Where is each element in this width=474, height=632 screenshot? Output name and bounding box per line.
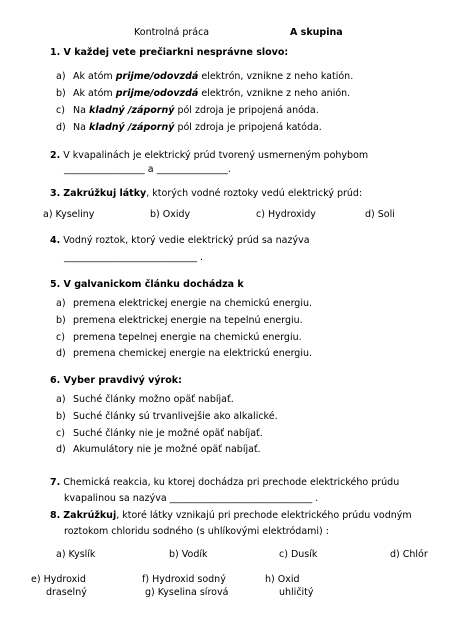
question-8-bold: Zakrúžkuj [63, 510, 117, 521]
question-5-item-a[interactable] [56, 297, 312, 310]
question-6-item-a[interactable] [56, 393, 234, 406]
item-choice[interactable]: kladný /záporný [89, 105, 175, 116]
item-letter: d) [56, 444, 66, 455]
question-8-option-b[interactable]: b) Vodík [169, 549, 208, 560]
question-3-bold: Zakrúžkuj látky [63, 188, 147, 199]
question-8-option-c[interactable]: c) Dusík [279, 549, 318, 560]
question-7-line-2[interactable]: kvapalinou sa nazýva ______________________________ . [64, 493, 319, 504]
question-6-item-c[interactable] [56, 427, 263, 440]
question-5-item-d[interactable] [56, 347, 312, 360]
question-number: 7. [50, 477, 61, 488]
item-choice[interactable]: prijme/odovzdá [115, 88, 199, 99]
item-text: Akumulátory nie je možné opäť nabíjať. [73, 444, 261, 455]
question-number: 4. [50, 235, 61, 246]
question-2-line-1 [50, 149, 368, 162]
option-line-2: g) Kyselina sírová [145, 587, 229, 598]
item-text: premena chemickej energie na elektrickú energiu. [73, 348, 313, 359]
question-number: 5. [50, 279, 61, 290]
item-text: Suché články možno opäť nabíjať. [73, 394, 234, 405]
question-2-text: V kvapalinách je elektrický prúd tvorený usmerneným pohybom [63, 150, 369, 161]
item-letter: c) [56, 105, 65, 116]
question-6-title: Vyber pravdivý výrok: [63, 375, 182, 386]
question-1-item-a [56, 70, 353, 83]
item-pre: Ak atóm [73, 71, 113, 82]
page-title: Kontrolná práca [134, 27, 210, 38]
item-letter: c) [56, 428, 65, 439]
question-5-title: V galvanickom článku dochádza k [63, 279, 244, 290]
item-pre: Na [73, 105, 86, 116]
question-3-option-c[interactable]: c) Hydroxidy [256, 209, 316, 220]
item-choice[interactable]: kladný /záporný [89, 122, 175, 133]
question-8-rest: , ktoré látky vznikajú pri prechode elektrického prúdu vodným [116, 510, 412, 521]
question-3-option-d[interactable]: d) Soli [365, 209, 395, 220]
question-4-text: Vodný roztok, ktorý vedie elektrický prúd sa nazýva [63, 235, 310, 246]
item-letter: a) [56, 71, 66, 82]
item-letter: a) [56, 298, 66, 309]
question-1-item-c [56, 104, 319, 117]
option-line-2: uhličitý [279, 587, 314, 598]
question-1-item-d [56, 121, 322, 134]
item-post: pól zdroja je pripojená katóda. [177, 122, 322, 133]
question-7-line-1 [50, 476, 399, 489]
item-post: elektrón, vznikne z neho katión. [201, 71, 354, 82]
question-1-title: V každej vete prečiarkni nesprávne slovo: [63, 47, 289, 58]
option-line-1: h) Oxid [265, 574, 300, 585]
question-5-heading [50, 278, 244, 291]
question-4-line-1 [50, 234, 310, 247]
item-letter: d) [56, 122, 66, 133]
question-5-item-b[interactable] [56, 314, 303, 327]
question-8-option-e[interactable] [31, 573, 87, 599]
item-post: pól zdroja je pripojená anóda. [177, 105, 319, 116]
item-letter: b) [56, 411, 66, 422]
question-8-line-1 [50, 509, 412, 522]
item-letter: b) [56, 315, 66, 326]
question-number: 6. [50, 375, 61, 386]
item-post: elektrón, vznikne z neho anión. [201, 88, 351, 99]
question-3-option-b[interactable]: b) Oxidy [150, 209, 191, 220]
group-label: A skupina [290, 27, 343, 38]
question-6-item-b[interactable] [56, 410, 278, 423]
question-6-heading [50, 374, 182, 387]
item-letter: d) [56, 348, 66, 359]
question-number: 8. [50, 510, 61, 521]
question-8-line-2: roztokom chloridu sodného (s uhlíkovými elektródami) : [64, 526, 329, 537]
question-2-answer-blank[interactable]: _________________ a _______________. [64, 164, 231, 175]
question-number: 3. [50, 188, 61, 199]
question-number: 2. [50, 150, 61, 161]
item-pre: Na [73, 122, 86, 133]
option-line-2: draselný [46, 587, 87, 598]
question-8-option-d[interactable]: d) Chlór [390, 549, 428, 560]
item-text: Suché články sú trvanlivejšie ako alkalické. [73, 411, 278, 422]
item-letter: b) [56, 88, 66, 99]
item-letter: a) [56, 394, 66, 405]
option-line-1: f) Hydroxid sodný [142, 574, 226, 585]
question-3-heading [50, 187, 362, 200]
item-choice[interactable]: prijme/odovzdá [115, 71, 199, 82]
question-1-item-b [56, 87, 350, 100]
question-7-text: Chemická reakcia, ku ktorej dochádza pri prechode elektrického prúdu [63, 477, 400, 488]
item-text: premena elektrickej energie na chemickú energiu. [73, 298, 313, 309]
question-number: 1. [50, 47, 61, 58]
question-8-option-h[interactable] [265, 573, 314, 599]
option-line-1: e) Hydroxid [31, 574, 86, 585]
question-5-item-c[interactable] [56, 331, 302, 344]
question-3-option-a[interactable]: a) Kyseliny [43, 209, 95, 220]
item-text: premena tepelnej energie na chemickú energiu. [73, 332, 302, 343]
item-pre: Ak atóm [73, 88, 113, 99]
item-letter: c) [56, 332, 65, 343]
question-4-answer-blank[interactable]: ____________________________ . [64, 252, 204, 263]
item-text: premena elektrickej energie na tepelnú energiu. [73, 315, 303, 326]
question-6-item-d[interactable] [56, 443, 261, 456]
question-3-rest: , ktorých vodné roztoky vedú elektrický prúd: [146, 188, 363, 199]
question-8-option-a[interactable]: a) Kyslík [56, 549, 96, 560]
question-8-option-f-g[interactable] [142, 573, 228, 599]
item-text: Suché články nie je možné opäť nabíjať. [73, 428, 263, 439]
question-1-heading [50, 46, 288, 59]
